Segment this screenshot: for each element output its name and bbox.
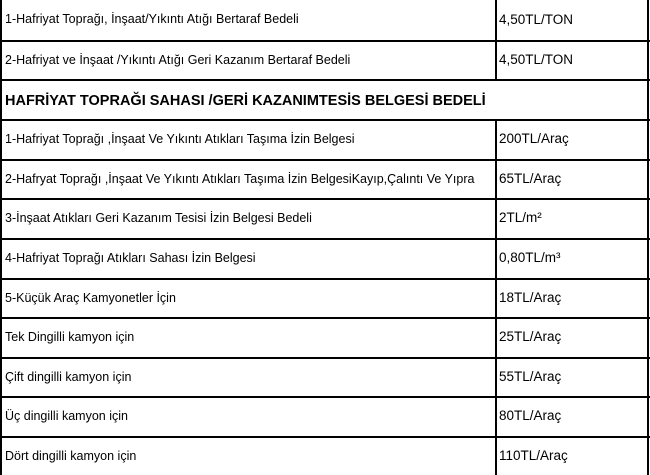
table-row-description: 2-Hafriyat ve İnşaat /Yıkıntı Atığı Geri Kazanım Bertaraf Bedeli bbox=[5, 53, 351, 67]
table-row-description: Üç dingilli kamyon için bbox=[5, 409, 128, 423]
table-row-description: 1-Hafriyat Toprağı, İnşaat/Yıkıntı Atığı Bertaraf Bedeli bbox=[5, 12, 299, 26]
table-row-description: 2-Hafryat Toprağı ,İnşaat Ve Yıkıntı Atıkları Taşıma İzin BelgesiKayıp,Çalıntı Ve Yıpra bbox=[5, 172, 475, 186]
row-divider bbox=[0, 198, 650, 200]
table-row-price: 4,50TL/TON bbox=[499, 12, 574, 27]
table-row-description: 1-Hafriyat Toprağı ,İnşaat Ve Yıkıntı Atıkları Taşıma İzin Belgesi bbox=[5, 132, 355, 146]
section-title: HAFRİYAT TOPRAĞI SAHASI /GERİ KAZANIMTESİS BELGESİ BEDELİ bbox=[5, 93, 486, 109]
table-row-price: 80TL/Araç bbox=[499, 408, 562, 423]
column-divider bbox=[495, 0, 497, 80]
table-row-description: 4-Hafriyat Toprağı Atıkları Sahası İzin Belgesi bbox=[5, 251, 256, 265]
table-border-right bbox=[647, 0, 649, 475]
column-divider bbox=[495, 119, 497, 475]
row-divider bbox=[0, 396, 650, 398]
table-row-description: 5-Küçük Araç Kamyonetler İçin bbox=[5, 291, 176, 305]
table-row-price: 4,50TL/TON bbox=[499, 52, 574, 67]
row-divider bbox=[0, 278, 650, 280]
table-row-price: 18TL/Araç bbox=[499, 290, 562, 305]
table-row-price: 65TL/Araç bbox=[499, 171, 562, 186]
row-divider bbox=[0, 238, 650, 240]
table-row-description: Dört dingilli kamyon için bbox=[5, 449, 137, 463]
row-divider bbox=[0, 159, 650, 161]
row-divider bbox=[0, 317, 650, 319]
row-divider bbox=[0, 436, 650, 438]
row-divider bbox=[0, 79, 650, 81]
row-divider bbox=[0, 357, 650, 359]
table-row-price: 55TL/Araç bbox=[499, 369, 562, 384]
row-divider bbox=[0, 119, 650, 121]
table-row-price: 110TL/Araç bbox=[499, 448, 568, 463]
table-row-price: 0,80TL/m³ bbox=[499, 250, 561, 265]
table-row-description: Tek Dingilli kamyon için bbox=[5, 330, 135, 344]
table-row-price: 2TL/m² bbox=[499, 210, 542, 225]
table-row-price: 200TL/Araç bbox=[499, 131, 569, 146]
row-divider bbox=[0, 40, 650, 42]
table-border-left bbox=[0, 0, 2, 475]
table-row-description: 3-İnşaat Atıkları Geri Kazanım Tesisi İzin Belgesi Bedeli bbox=[5, 211, 312, 225]
table-row-price: 25TL/Araç bbox=[499, 329, 562, 344]
table-row-description: Çift dingilli kamyon için bbox=[5, 370, 132, 384]
